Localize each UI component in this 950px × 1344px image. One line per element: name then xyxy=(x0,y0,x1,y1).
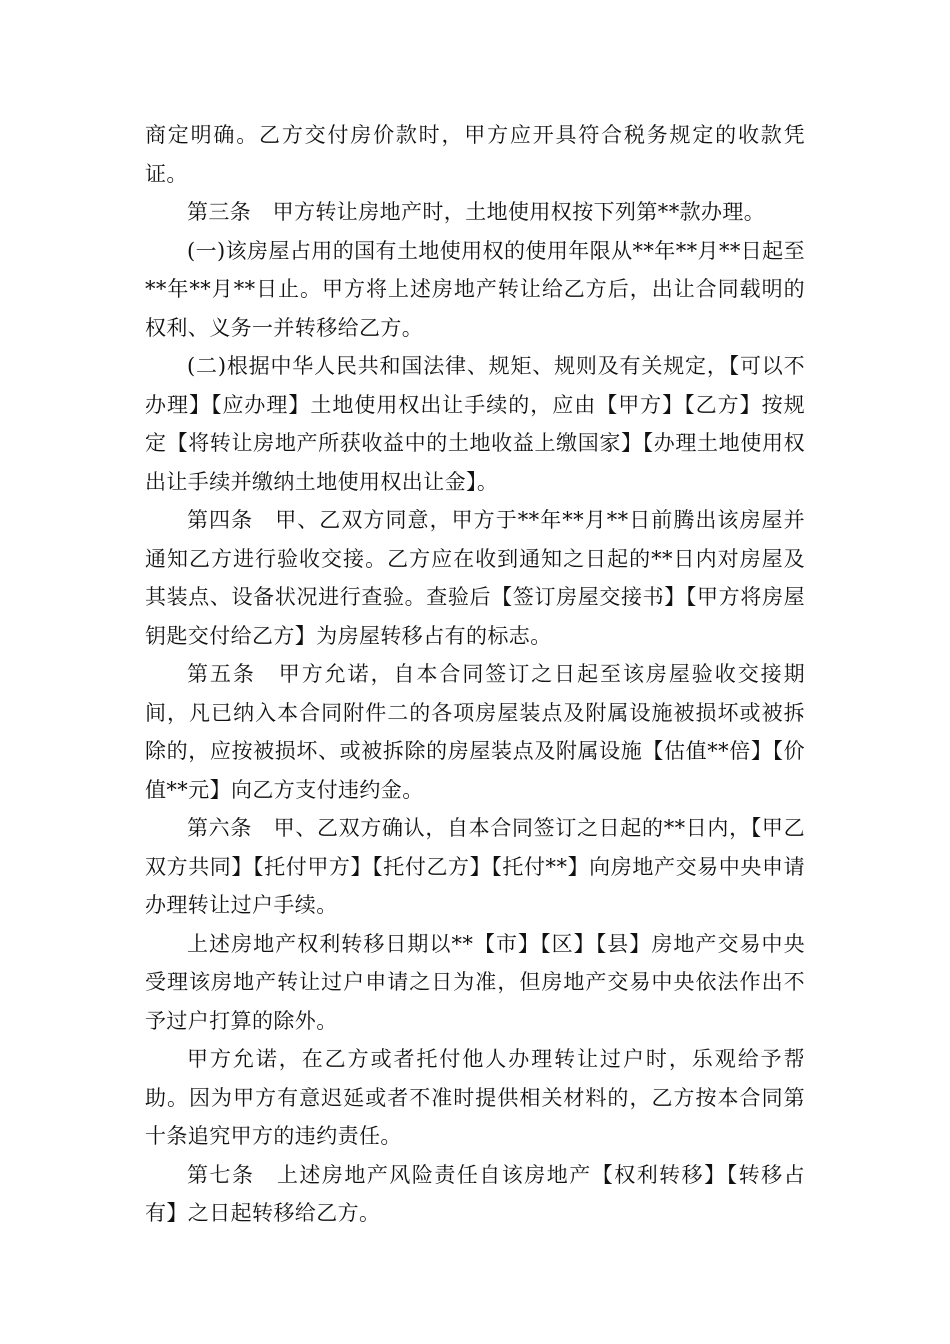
article-5: 第五条 甲方允诺，自本合同签订之日起至该房屋验收交接期间，凡已纳入本合同附件二的各项房屋装点及附属设施被损坏或被拆除的，应按被损坏、或被拆除的房屋装点及附属设施【估值**倍】【价值**元】向乙方支付违约金。 xyxy=(145,662,805,802)
paragraph-continuation: 商定明确。乙方交付房价款时，甲方应开具符合税务规定的收款凭证。 xyxy=(145,123,805,186)
article-3: 第三条 甲方转让房地产时，土地使用权按下列第**款办理。 xyxy=(187,200,766,224)
document-body xyxy=(145,116,805,1233)
article-3-clause-2: (二)根据中华人民共和国法律、规矩、规则及有关规定，【可以不办理】【应办理】土地使用权出让手续的，应由【甲方】【乙方】按规定【将转让房地产所获收益中的土地收益上缴国家】【办理土地使用权出让手续并缴纳土地使用权出让金】。 xyxy=(145,354,805,494)
article-6-paragraph-3: 甲方允诺，在乙方或者托付他人办理转让过户时，乐观给予帮助。因为甲方有意迟延或者不准时提供相关材料的，乙方按本合同第十条追究甲方的违约责任。 xyxy=(145,1047,805,1148)
article-4: 第四条 甲、乙双方同意，甲方于**年**月**日前腾出该房屋并通知乙方进行验收交接。乙方应在收到通知之日起的**日内对房屋及其装点、设备状况进行查验。查验后【签订房屋交接书】【甲方将房屋钥匙交付给乙方】为房屋转移占有的标志。 xyxy=(145,508,805,648)
article-7: 第七条 上述房地产风险责任自该房地产【权利转移】【转移占有】之日起转移给乙方。 xyxy=(145,1162,805,1225)
article-6: 第六条 甲、乙双方确认，自本合同签订之日起的**日内，【甲乙双方共同】【托付甲方】【托付乙方】【托付**】向房地产交易中央申请办理转让过户手续。 xyxy=(145,816,805,917)
article-3-clause-1: (一)该房屋占用的国有土地使用权的使用年限从**年**月**日起至**年**月**日止。甲方将上述房地产转让给乙方后，出让合同载明的权利、义务一并转移给乙方。 xyxy=(145,238,805,340)
article-6-paragraph-2: 上述房地产权利转移日期以**【市】【区】【县】房地产交易中央受理该房地产转让过户申请之日为准，但房地产交易中央依法作出不予过户打算的除外。 xyxy=(145,931,805,1033)
